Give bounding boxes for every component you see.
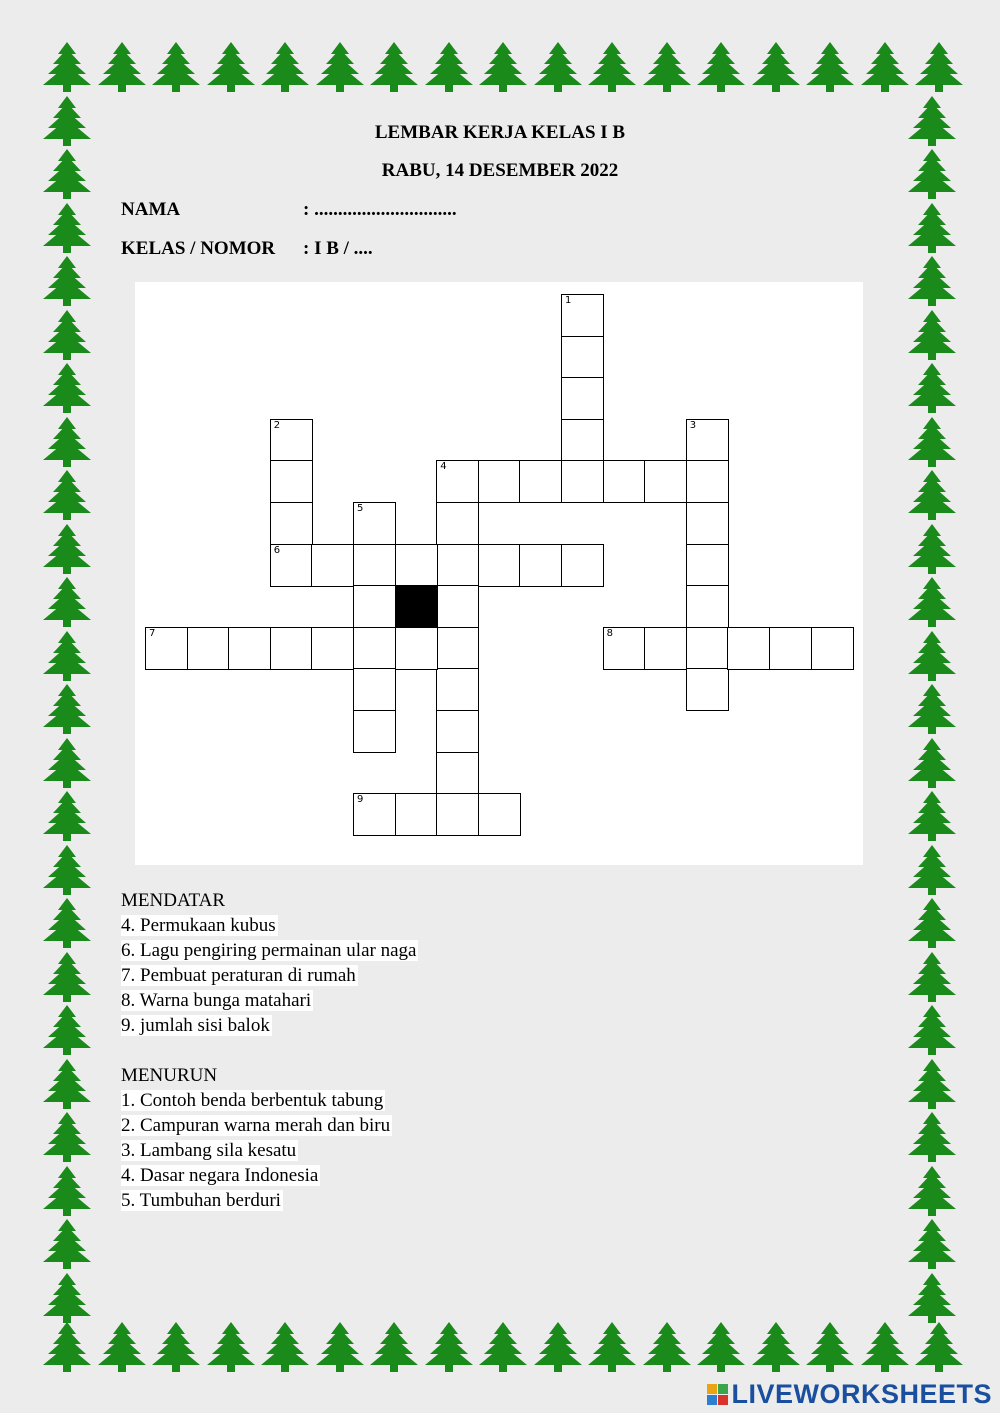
down-clue-text: 5. Tumbuhan berduri [121,1190,281,1211]
pine-tree-icon [905,629,959,683]
crossword-cell[interactable] [686,460,729,503]
clue-number: 9 [357,794,364,806]
crossword-cell[interactable] [270,627,313,670]
pine-tree-icon [749,1320,803,1374]
pine-tree-icon [803,1320,857,1374]
down-clue-text: 4. Dasar negara Indonesia [121,1165,319,1186]
crossword-cell[interactable] [311,627,354,670]
crossword-cell[interactable] [353,585,396,628]
name-field [121,199,457,221]
across-clue-text: 7. Pembuat peraturan di rumah [121,965,356,986]
pine-tree-icon [905,1057,959,1111]
pine-tree-icon [40,789,94,843]
pine-tree-icon [40,1110,94,1164]
pine-tree-icon [905,950,959,1004]
pine-tree-icon [585,40,639,94]
pine-tree-icon [40,1164,94,1218]
down-clue [121,1088,392,1113]
pine-tree-icon [40,1320,94,1374]
pine-tree-icon [905,201,959,255]
clue-number: 2 [273,419,281,431]
crossword-cell[interactable] [395,793,438,836]
pine-tree-icon [422,40,476,94]
liveworksheets-logo [707,1379,992,1409]
pine-tree-icon [204,1320,258,1374]
crossword-cell[interactable] [187,627,230,670]
crossword-cell[interactable] [353,668,396,711]
pine-tree-icon [640,1320,694,1374]
down-clue-text: 3. Lambang sila kesatu [121,1140,297,1161]
pine-tree-icon [905,843,959,897]
class-label: KELAS / NOMOR [121,238,276,259]
pine-tree-icon [40,1271,94,1325]
pine-tree-icon [40,736,94,790]
pine-tree-icon [40,682,94,736]
crossword-cell[interactable] [561,544,604,587]
class-field [121,238,373,260]
crossword-cell[interactable] [436,627,479,670]
across-clue [121,938,418,963]
crossword-cell[interactable] [436,460,479,503]
pine-tree-icon [40,308,94,362]
pine-tree-icon [585,1320,639,1374]
crossword-cell[interactable] [353,627,396,670]
down-clues [121,1063,392,1213]
pine-tree-icon [149,40,203,94]
pine-tree-icon [803,40,857,94]
clue-number: 5 [357,503,364,514]
crossword-cell[interactable] [270,544,313,587]
pine-tree-icon [858,40,912,94]
crossword-grid [135,282,863,865]
pine-tree-icon [40,896,94,950]
pine-tree-icon [95,1320,149,1374]
pine-tree-icon [422,1320,476,1374]
pine-tree-icon [858,1320,912,1374]
crossword-cell[interactable] [145,627,188,670]
pine-tree-icon [905,789,959,843]
brand-text: LIVEWORKSHEETS [731,1378,992,1409]
crossword-cell[interactable] [686,544,729,587]
crossword-cell[interactable] [395,627,438,670]
pine-tree-icon [149,1320,203,1374]
crossword-cell[interactable] [686,668,729,711]
pine-tree-icon [258,1320,312,1374]
crossword-cell[interactable] [519,544,562,587]
crossword-cell[interactable] [686,585,729,628]
crossword-cell[interactable] [561,336,604,379]
pine-tree-icon [912,1320,966,1374]
crossword-cell[interactable] [686,419,729,462]
crossword-cell[interactable] [436,793,479,836]
pine-tree-icon [905,1271,959,1325]
pine-tree-icon [905,522,959,576]
pine-tree-icon [40,361,94,415]
across-clue [121,1013,418,1038]
worksheet-title: LEMBAR KERJA KELAS I B [374,122,626,143]
clue-number: 8 [606,627,613,639]
crossword-cell[interactable] [311,544,354,587]
pine-tree-icon [40,522,94,576]
pine-tree-icon [905,1003,959,1057]
pine-tree-icon [476,40,530,94]
crossword-cell[interactable] [436,668,479,711]
crossword-cell[interactable] [436,710,479,753]
pine-tree-icon [40,1003,94,1057]
crossword-cell[interactable] [353,544,396,587]
crossword-cell[interactable] [395,544,438,587]
crossword-cell[interactable] [270,502,313,545]
pine-tree-icon [367,40,421,94]
pine-tree-icon [905,736,959,790]
pine-tree-icon [905,254,959,308]
crossword-cell[interactable] [270,460,313,503]
crossword-cell[interactable] [519,460,562,503]
pine-tree-icon [40,575,94,629]
pine-tree-icon [95,40,149,94]
down-clue [121,1163,392,1188]
down-clue-text: 2. Campuran warna merah dan biru [121,1115,391,1136]
crossword-cell[interactable] [353,710,396,753]
clue-number: 7 [149,627,156,639]
down-title: MENURUN [121,1065,218,1086]
clue-number: 3 [689,419,697,431]
crossword-cell[interactable] [603,460,646,503]
pine-tree-icon [367,1320,421,1374]
across-clue-text: 4. Permukaan kubus [121,915,276,936]
crossword-cell[interactable] [353,502,396,545]
pine-tree-icon [905,1217,959,1271]
pine-tree-icon [40,415,94,469]
pine-tree-icon [905,415,959,469]
pine-tree-icon [905,1110,959,1164]
pine-tree-icon [905,468,959,522]
crossword-cell[interactable] [561,294,604,337]
crossword-cell[interactable] [436,502,479,545]
crossword-cell[interactable] [686,627,729,670]
down-clue [121,1138,392,1163]
pine-tree-icon [694,1320,748,1374]
pine-tree-icon [40,843,94,897]
crossword-cell[interactable] [686,502,729,545]
pine-tree-icon [313,40,367,94]
pine-tree-icon [640,40,694,94]
pine-tree-icon [40,254,94,308]
crossword-cell[interactable] [228,627,271,670]
pine-tree-icon [40,629,94,683]
pine-tree-icon [476,1320,530,1374]
crossword-cell[interactable] [644,627,687,670]
crossword-cell[interactable] [769,627,812,670]
pine-tree-icon [905,308,959,362]
across-clue [121,963,418,988]
across-clue [121,988,418,1013]
class-value[interactable]: : I B / .... [303,238,373,259]
down-clue-text: 1. Contoh benda berbentuk tabung [121,1090,384,1111]
crossword-cell[interactable] [436,585,479,628]
pine-tree-icon [531,40,585,94]
across-clue [121,913,418,938]
crossword-cell[interactable] [270,419,313,462]
across-clue-text: 8. Warna bunga matahari [121,990,312,1011]
pine-tree-icon [905,575,959,629]
clue-number: 1 [565,295,572,306]
worksheet-date: RABU, 14 DESEMBER 2022 [381,160,619,181]
pine-tree-icon [749,40,803,94]
crossword-cell[interactable] [561,419,604,462]
pine-tree-icon [905,1164,959,1218]
pine-tree-icon [905,682,959,736]
crossword-cell[interactable] [811,627,854,670]
pine-tree-icon [912,40,966,94]
crossword-cell[interactable] [644,460,687,503]
pine-tree-icon [694,40,748,94]
crossword-cell[interactable] [436,752,479,795]
across-title: MENDATAR [121,890,226,911]
crossword-cell[interactable] [478,544,521,587]
crossword-cell[interactable] [603,627,646,670]
across-clue-text: 9. jumlah sisi balok [121,1015,270,1036]
crossword-cell[interactable] [478,793,521,836]
down-clue [121,1188,392,1213]
crossword-cell[interactable] [727,627,770,670]
clue-number: 4 [440,461,447,473]
across-clues [121,888,418,1038]
pine-tree-icon [905,361,959,415]
pine-tree-icon [40,950,94,1004]
pine-tree-icon [40,468,94,522]
crossword-cell[interactable] [478,460,521,503]
crossword-cell[interactable] [436,544,479,587]
pine-tree-icon [40,201,94,255]
crossword-cell[interactable] [561,460,604,503]
pine-tree-icon [258,40,312,94]
pine-tree-icon [204,40,258,94]
pine-tree-icon [313,1320,367,1374]
crossword-cell[interactable] [353,793,396,836]
crossword-cell[interactable] [561,377,604,420]
name-value[interactable]: : .............................. [303,199,457,220]
down-clue [121,1113,392,1138]
crossword-black-cell [395,585,438,628]
pine-tree-icon [531,1320,585,1374]
pine-tree-icon [40,40,94,94]
liveworksheets-logo-icon [707,1384,728,1405]
name-label: NAMA [121,199,181,220]
pine-tree-icon [905,896,959,950]
pine-tree-icon [40,1217,94,1271]
across-clue-text: 6. Lagu pengiring permainan ular naga [121,940,417,961]
clue-number: 6 [273,544,281,556]
pine-tree-icon [40,1057,94,1111]
